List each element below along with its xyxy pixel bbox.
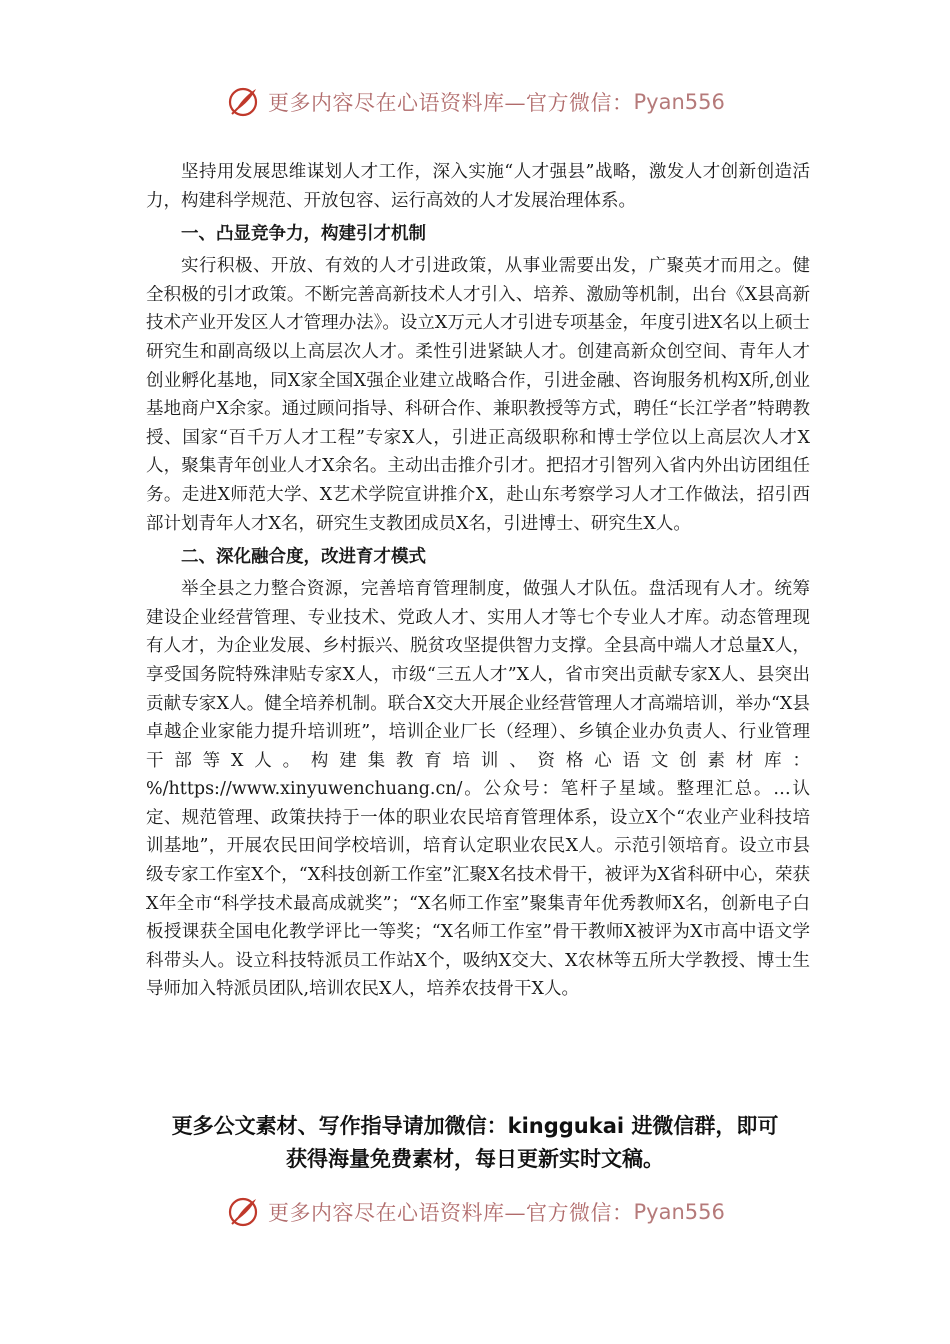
quill-logo-icon: [226, 85, 260, 119]
promo-line-1: 更多公文素材、写作指导请加微信：kinggukai 进微信群，即可: [171, 1114, 779, 1138]
intro-paragraph: 坚持用发展思维谋划人才工作，深入实施“人才强县”战略，激发人才创新创造活力，构建科学规范、开放包容、运行高效的人才发展治理体系。: [146, 162, 810, 211]
header-banner: [226, 84, 746, 120]
section-2-paragraph: 举全县之力整合资源，完善培育管理制度，做强人才队伍。盘活现有人才。统筹建设企业经营管理、专业技术、党政人才、实用人才等七个专业人才库。动态管理现有人才，为企业发展、乡村振兴、脱贫攻坚提供智力支撑。全县高中端人才总量X人，享受国务院特殊津贴专家X人，市级“三五人才”X人，省市突出贡献专家X人、县突出贡献专家X人。健全培养机制。联合X交大开展企业经营管理人才高端培训，举办“X县卓越企业家能力提升培训班”，培训企业厂长（经理）、乡镇企业办负责人、行业管理干部等X人。构建集教育培训、资格心语文创素材库：%/https://www.xinyuwenchuang.cn/。公众号：笔杆子星域。整理汇总。…认定、规范管理、政策扶持于一体的职业农民培育管理体系，设立X个“农业产业科技培训基地”，开展农民田间学校培训，培育认定职业农民X人。示范引领培育。设立市县级专家工作室X个，“X科技创新工作室”汇聚X名技术骨干，被评为X省科研中心，荣获X年全市“科学技术最高成就奖”；“X名师工作室”聚集青年优秀教师X名，创新电子白板授课获全国电化教学评比一等奖；“X名师工作室”骨干教师X被评为X市高中语文学科带头人。设立科技特派员工作站X个，吸纳X交大、X农林等五所大学教授、博士生导师加入特派员团队,培训农民X人，培养农技骨干X人。: [146, 579, 810, 1000]
section-2-heading: 二、深化融合度，改进育才模式: [181, 547, 426, 568]
section-1-paragraph: 实行积极、开放、有效的人才引进政策，从事业需要出发，广聚英才而用之。健全积极的引才政策。不断完善高新技术人才引入、培养、激励等机制，出台《X县高新技术产业开发区人才管理办法》。设立X万元人才引进专项基金，年度引进X名以上硕士研究生和副高级以上高层次人才。柔性引进紧缺人才。创建高新众创空间、青年人才创业孵化基地，同X家全国X强企业建立战略合作，引进金融、咨询服务机构X所,创业基地商户X余家。通过顾问指导、科研合作、兼职教授等方式，聘任“长江学者”特聘教授、国家“百千万人才工程”专家X人，引进正高级职称和博士学位以上高层次人才X人，聚集青年创业人才X余名。主动出击推介引才。把招才引智列入省内外出访团组任务。走进X师范大学、X艺术学院宣讲推介X，赴山东考察学习人才工作做法，招引西部计划青年人才X名，研究生支教团成员X名，引进博士、研究生X人。: [146, 256, 810, 534]
footer-wechat-id: Pyan556: [633, 1200, 725, 1224]
header-wechat-id: Pyan556: [633, 90, 725, 114]
section-1-heading: 一、凸显竞争力，构建引才机制: [181, 224, 426, 245]
promo-line-2: 获得海量免费素材，每日更新实时文稿。: [286, 1147, 664, 1171]
document-body: [146, 158, 810, 1004]
promo-notice: [120, 1110, 830, 1176]
quill-logo-icon: [226, 1195, 260, 1229]
header-banner-text: 更多内容尽在心语资料库—官方微信：: [268, 91, 634, 115]
footer-banner-text: 更多内容尽在心语资料库—官方微信：: [268, 1201, 634, 1225]
footer-banner: [226, 1194, 746, 1230]
